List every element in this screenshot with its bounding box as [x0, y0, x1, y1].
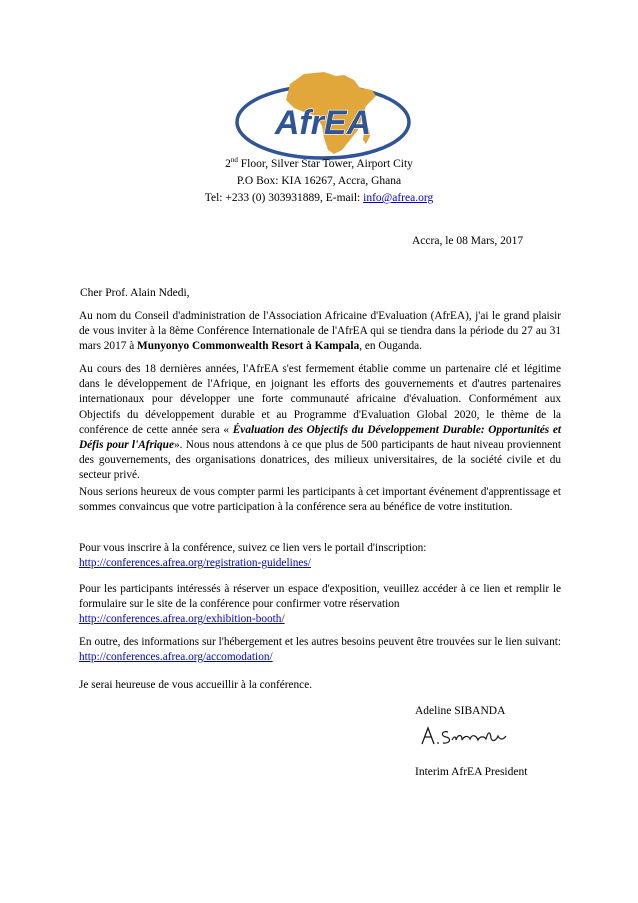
afrea-logo	[232, 66, 414, 162]
conference-theme: Évaluation des Objectifs du Développement Durable: Opportunités et Défis pour l'Afrique	[79, 423, 561, 452]
venue-name: Munyonyo Commonwealth Resort à Kampala	[137, 340, 360, 353]
registration-text: Pour vous inscrire à la conférence, suivez ce lien vers le portail d'inscription:	[79, 542, 427, 554]
address-line-1	[0, 156, 638, 173]
exhibition-link[interactable]: http://conferences.afrea.org/exhibition-booth/	[79, 613, 285, 626]
paragraph-invitation-text: Au nom du Conseil d'administration de l'Association Africaine d'Evaluation (AfrEA), j'ai le grand plaisir de vous inviter à la 8ème Conférence Internationale de l'AfrEA qui se tiendra dans la période du 27 au 31 mars 2017 à	[79, 310, 561, 353]
paragraph-invitation	[79, 309, 561, 355]
signatory-title: Interim AfrEA President	[415, 766, 528, 778]
exhibition-text: Pour les participants intéressés à réserver un espace d'exposition, veuillez accéder à ce lien et remplir le formulaire sur le site de la conférence pour confirmer votre réservation	[79, 583, 561, 611]
contact-prefix: Tel: +233 (0) 303931889, E-mail:	[204, 192, 364, 204]
paragraph-registration	[79, 541, 561, 571]
letterhead-address	[0, 156, 638, 207]
paragraph-background-text: Au cours des 18 dernières années, l'AfrEA s'est fermement établie comme un partenaire clé et légitime dans le développement de l'Afrique, en joignant les efforts des gouvernements et d'autres partenaires internationaux pour développer une forte communauté africaine d'évaluation. Conformément aux Objectifs du développement durable et au Programme d'Evaluation Global 2020, le thème de la conférence de cette année sera «	[79, 363, 561, 436]
address-line-2: P.O Box: KIA 16267, Accra, Ghana	[236, 175, 402, 187]
handwritten-signature	[418, 722, 510, 750]
paragraph-welcome: Nous serions heureux de vous compter parmi les participants à cet important événement d'apprentissage et sommes convaincus que votre participation à la conférence sera au bénéfice de votre institution.	[79, 486, 561, 514]
floor-suffix: nd	[230, 156, 238, 164]
salutation: Cher Prof. Alain Ndedi,	[80, 287, 190, 299]
signatory-name: Adeline SIBANDA	[415, 705, 506, 717]
email-link[interactable]: info@afrea.org	[363, 192, 434, 204]
floor-number: 2	[225, 158, 231, 170]
paragraph-background-end: ». Nous nous attendons à ce que plus de 500 participants de haut niveau proviennent des gouvernements, des organisations donatrices, des milieux universitaires, de la société civile et du secteur privé.	[79, 439, 561, 482]
contact-line	[0, 190, 638, 207]
paragraph-accommodation	[79, 635, 561, 665]
accommodation-text: En outre, des informations sur l'hébergement et les autres besoins peuvent être trouvées sur le lien suivant:	[79, 636, 561, 648]
address-line-1-text: Floor, Silver Star Tower, Airport City	[237, 158, 413, 170]
paragraph-background	[79, 362, 561, 484]
accommodation-link[interactable]: http://conferences.afrea.org/accomodation/	[79, 651, 273, 664]
letter-date: Accra, le 08 Mars, 2017	[412, 235, 524, 247]
registration-link[interactable]: http://conferences.afrea.org/registration-guidelines/	[79, 557, 311, 570]
closing-sentence: Je serai heureuse de vous accueillir à la conférence.	[79, 679, 313, 691]
paragraph-exhibition	[79, 582, 561, 628]
paragraph-invitation-end: , en Ouganda.	[359, 340, 422, 353]
logo-text: AfrEA	[274, 104, 372, 142]
